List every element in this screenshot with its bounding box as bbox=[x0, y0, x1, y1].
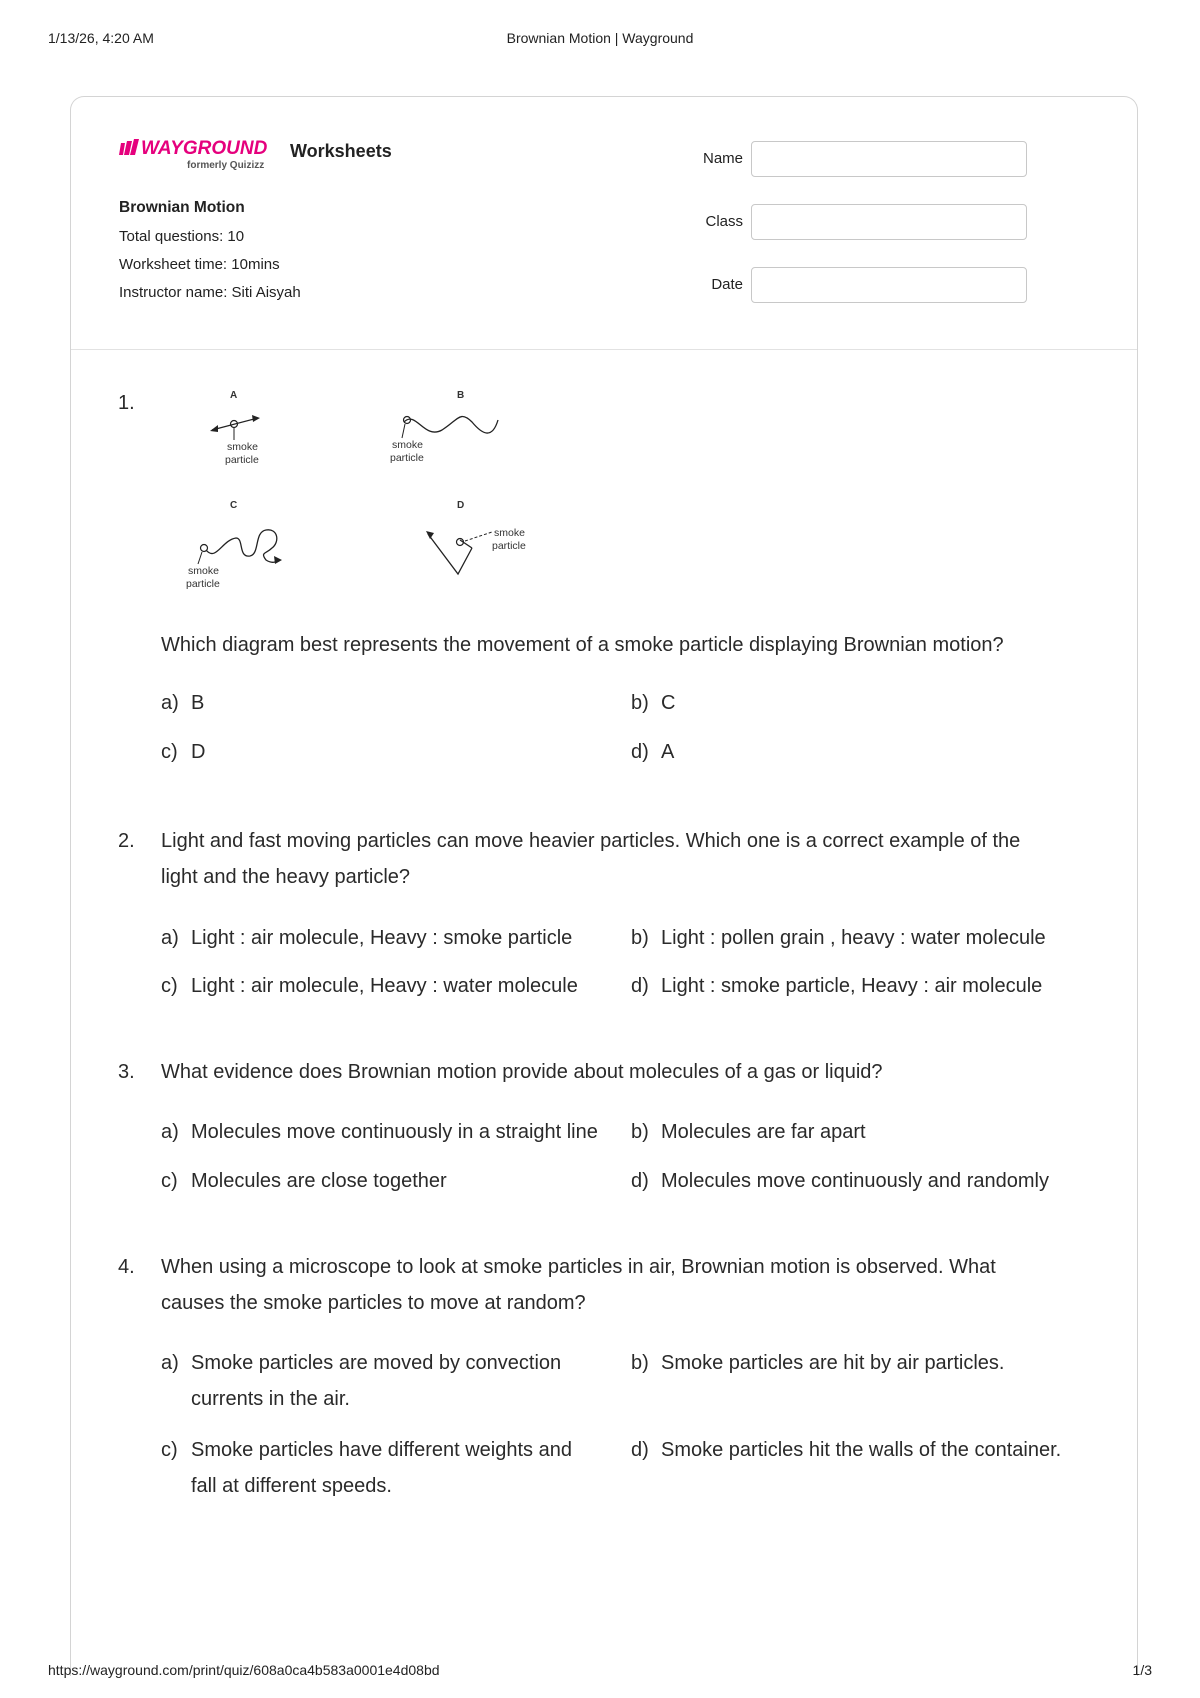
option-text: Smoke particles are hit by air particles. bbox=[661, 1352, 1005, 1374]
date-label: Date bbox=[711, 276, 743, 293]
arrow-a-left bbox=[210, 425, 218, 432]
worksheet-title: Brownian Motion bbox=[119, 199, 245, 216]
name-field-group bbox=[702, 141, 1031, 177]
option-text: Molecules move continuously in a straight line bbox=[191, 1121, 598, 1143]
worksheet-meta bbox=[119, 199, 301, 312]
worksheet-time: Worksheet time: 10mins bbox=[119, 256, 280, 273]
question-text-line1: When using a microscope to look at smoke particles in air, Brownian motion is observed. What bbox=[161, 1256, 996, 1278]
question-number: 3. bbox=[118, 1061, 135, 1083]
print-header bbox=[0, 30, 1200, 50]
pointer-c bbox=[198, 552, 202, 564]
logo-subtext: formerly Quizizz bbox=[187, 160, 265, 171]
option-text: D bbox=[191, 741, 206, 763]
particle-b-label-1: smoke bbox=[392, 439, 423, 451]
option-letter: a) bbox=[161, 927, 179, 949]
date-field-group bbox=[711, 267, 1031, 303]
print-footer bbox=[0, 1662, 1200, 1682]
option-letter: b) bbox=[631, 692, 649, 714]
pointer-b bbox=[402, 424, 405, 438]
question-text: Which diagram best represents the movement of a smoke particle displaying Brownian motion? bbox=[161, 634, 1004, 656]
section-label: Worksheets bbox=[290, 141, 392, 161]
option-letter: a) bbox=[161, 1121, 179, 1143]
diagram-label-b: B bbox=[457, 390, 465, 401]
option-letter: b) bbox=[631, 927, 649, 949]
path-d-2 bbox=[460, 540, 472, 548]
option-text: Light : smoke particle, Heavy : air molecule bbox=[661, 975, 1043, 997]
pointer-d bbox=[465, 532, 492, 541]
particle-a-label-1: smoke bbox=[227, 441, 258, 453]
particle-c-label-1: smoke bbox=[188, 565, 219, 577]
question-text: What evidence does Brownian motion provide about molecules of a gas or liquid? bbox=[161, 1061, 883, 1083]
option-letter: a) bbox=[161, 692, 179, 714]
question-text-line1: Light and fast moving particles can move heavier particles. Which one is a correct example of the bbox=[161, 830, 1021, 852]
particle-c bbox=[201, 545, 208, 552]
total-questions: Total questions: 10 bbox=[119, 228, 245, 245]
option-letter: b) bbox=[631, 1121, 649, 1143]
option-letter: d) bbox=[631, 1439, 649, 1461]
option-letter: a) bbox=[161, 1352, 179, 1374]
logo-text: WAYGROUND bbox=[141, 138, 268, 159]
date-field[interactable] bbox=[751, 267, 1027, 303]
arrow-d bbox=[426, 531, 434, 539]
class-field[interactable] bbox=[751, 204, 1027, 240]
diagram-label-c: C bbox=[230, 500, 238, 511]
class-label: Class bbox=[705, 213, 743, 230]
option-text: A bbox=[661, 741, 675, 763]
particle-a-label-2: particle bbox=[225, 454, 259, 466]
path-d-1 bbox=[428, 534, 472, 574]
option-letter: c) bbox=[161, 1439, 178, 1461]
particle-d-label-2: particle bbox=[492, 540, 526, 552]
wayground-logo-mark bbox=[119, 135, 279, 175]
option-text: B bbox=[191, 692, 205, 714]
option-letter: c) bbox=[161, 975, 178, 997]
question-text-line2: causes the smoke particles to move at random? bbox=[161, 1292, 586, 1314]
diagram-label-d: D bbox=[457, 500, 465, 511]
option-text: Smoke particles hit the walls of the container. bbox=[661, 1439, 1062, 1461]
particle-c-label-2: particle bbox=[186, 578, 220, 590]
option-text: Molecules are far apart bbox=[661, 1121, 866, 1143]
arrow-c bbox=[274, 556, 282, 564]
path-c bbox=[206, 530, 280, 563]
arrow-a-right bbox=[252, 415, 260, 422]
wayground-logo bbox=[119, 135, 279, 175]
brownian-motion-diagram bbox=[180, 382, 580, 612]
option-text: Molecules are close together bbox=[191, 1170, 447, 1192]
option-text: Light : air molecule, Heavy : smoke particle bbox=[191, 927, 573, 949]
particle-b-label-2: particle bbox=[390, 452, 424, 464]
path-a bbox=[212, 418, 258, 430]
option-text-line1: Smoke particles are moved by convection bbox=[191, 1352, 562, 1374]
option-letter: c) bbox=[161, 1170, 178, 1192]
worksheet-header bbox=[71, 97, 1137, 350]
name-label: Name bbox=[702, 150, 743, 167]
option-text-line2: currents in the air. bbox=[191, 1388, 350, 1410]
option-text: Light : pollen grain , heavy : water molecule bbox=[661, 927, 1046, 949]
option-text: Molecules move continuously and randomly bbox=[661, 1170, 1049, 1192]
option-text-line2: fall at different speeds. bbox=[191, 1475, 392, 1497]
option-text-line1: Smoke particles have different weights and bbox=[191, 1439, 572, 1461]
class-field-group bbox=[705, 204, 1031, 240]
question-text-line2: light and the heavy particle? bbox=[161, 866, 411, 888]
option-letter: d) bbox=[631, 975, 649, 997]
option-text: Light : air molecule, Heavy : water molecule bbox=[191, 975, 578, 997]
print-datetime: 1/13/26, 4:20 AM bbox=[48, 30, 154, 46]
option-letter: c) bbox=[161, 741, 178, 763]
option-letter: d) bbox=[631, 741, 649, 763]
print-page-number: 1/3 bbox=[1132, 1662, 1152, 1678]
particle-d-label-1: smoke bbox=[494, 527, 525, 539]
question-number: 1. bbox=[118, 392, 135, 414]
path-b bbox=[404, 417, 498, 434]
name-field[interactable] bbox=[751, 141, 1027, 177]
diagram-label-a: A bbox=[230, 390, 238, 401]
print-page-title: Brownian Motion | Wayground bbox=[506, 30, 694, 46]
option-letter: b) bbox=[631, 1352, 649, 1374]
diagram-image bbox=[180, 382, 580, 612]
instructor-name: Instructor name: Siti Aisyah bbox=[119, 284, 301, 301]
option-letter: d) bbox=[631, 1170, 649, 1192]
option-text: C bbox=[661, 692, 676, 714]
print-url[interactable]: https://wayground.com/print/quiz/608a0ca4b583a0001e4d08bd bbox=[48, 1662, 440, 1678]
question-number: 2. bbox=[118, 830, 135, 852]
question-number: 4. bbox=[118, 1256, 135, 1278]
